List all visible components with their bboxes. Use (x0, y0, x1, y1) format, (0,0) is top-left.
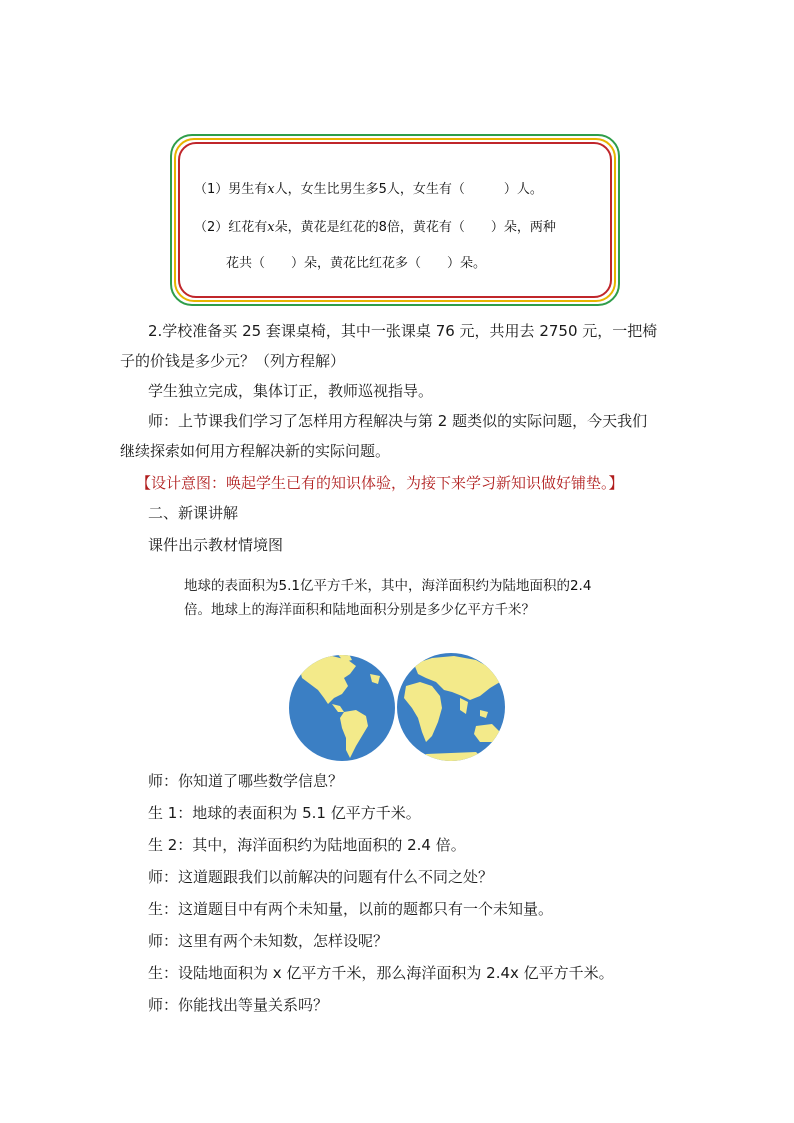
dialogue-line-8: 师：你能找出等量关系吗？ (148, 996, 329, 1014)
exercise-q2-pre: （2）红花有 (194, 220, 268, 235)
dialogue-line-1: 师：你知道了哪些数学信息？ (148, 772, 344, 790)
exercise-q1-pre: （1）男生有 (194, 182, 268, 197)
dialogue-line-7: 生：设陆地面积为 x 亿平方千米，那么海洋面积为 2.4x 亿平方千米。 (148, 964, 614, 982)
exercise-q2-line2: 花共（ ）朵，黄花比红花多（ ）朵。 (226, 256, 487, 271)
problem-line1: 地球的表面积为5.1亿平方千米，其中，海洋面积约为陆地面积的2.4 (184, 578, 592, 594)
paragraph-1-line2: 子的价钱是多少元？（列方程解） (120, 352, 346, 370)
section-heading: 二、新课讲解 (148, 504, 239, 522)
dialogue-line-2: 生 1：地球的表面积为 5.1 亿平方千米。 (148, 804, 421, 822)
problem-line2: 倍。地球上的海洋面积和陆地面积分别是多少亿平方千米？ (184, 602, 535, 618)
design-intent: 【设计意图：唤起学生已有的知识体验，为接下来学习新知识做好铺垫。】 (136, 474, 624, 492)
globe-africa-asia-image (396, 652, 506, 762)
exercise-q1-post: 人，女生比男生多5人，女生有（ ）人。 (274, 182, 543, 197)
courseware-caption: 课件出示教材情境图 (148, 536, 284, 554)
dialogue-line-6: 师：这里有两个未知数，怎样设呢？ (148, 932, 389, 950)
paragraph-2: 学生独立完成，集体订正，教师巡视指导。 (148, 382, 434, 400)
exercise-q1 (194, 178, 543, 197)
exercise-q2-line1 (194, 216, 556, 235)
paragraph-3-line2: 继续探索如何用方程解决新的实际问题。 (120, 442, 391, 460)
exercise-q2-var: x (267, 220, 275, 235)
globe-americas-image (288, 654, 396, 762)
dialogue-line-4: 师：这道题跟我们以前解决的问题有什么不同之处？ (148, 868, 494, 886)
dialogue-line-5: 生：这道题目中有两个未知量，以前的题都只有一个未知量。 (148, 900, 554, 918)
exercise-q1-var: x (267, 182, 275, 197)
paragraph-3-line1: 师：上节课我们学习了怎样用方程解决与第 2 题类似的实际问题，今天我们 (148, 412, 648, 430)
dialogue-line-3: 生 2：其中，海洋面积约为陆地面积的 2.4 倍。 (148, 836, 466, 854)
exercise-q2-post: 朵，黄花是红花的8倍，黄花有（ ）朵，两种 (274, 220, 556, 235)
paragraph-1-line1: 2.学校准备买 25 套课桌椅，其中一张课桌 76 元，共用去 2750 元，一把椅 (148, 322, 658, 340)
